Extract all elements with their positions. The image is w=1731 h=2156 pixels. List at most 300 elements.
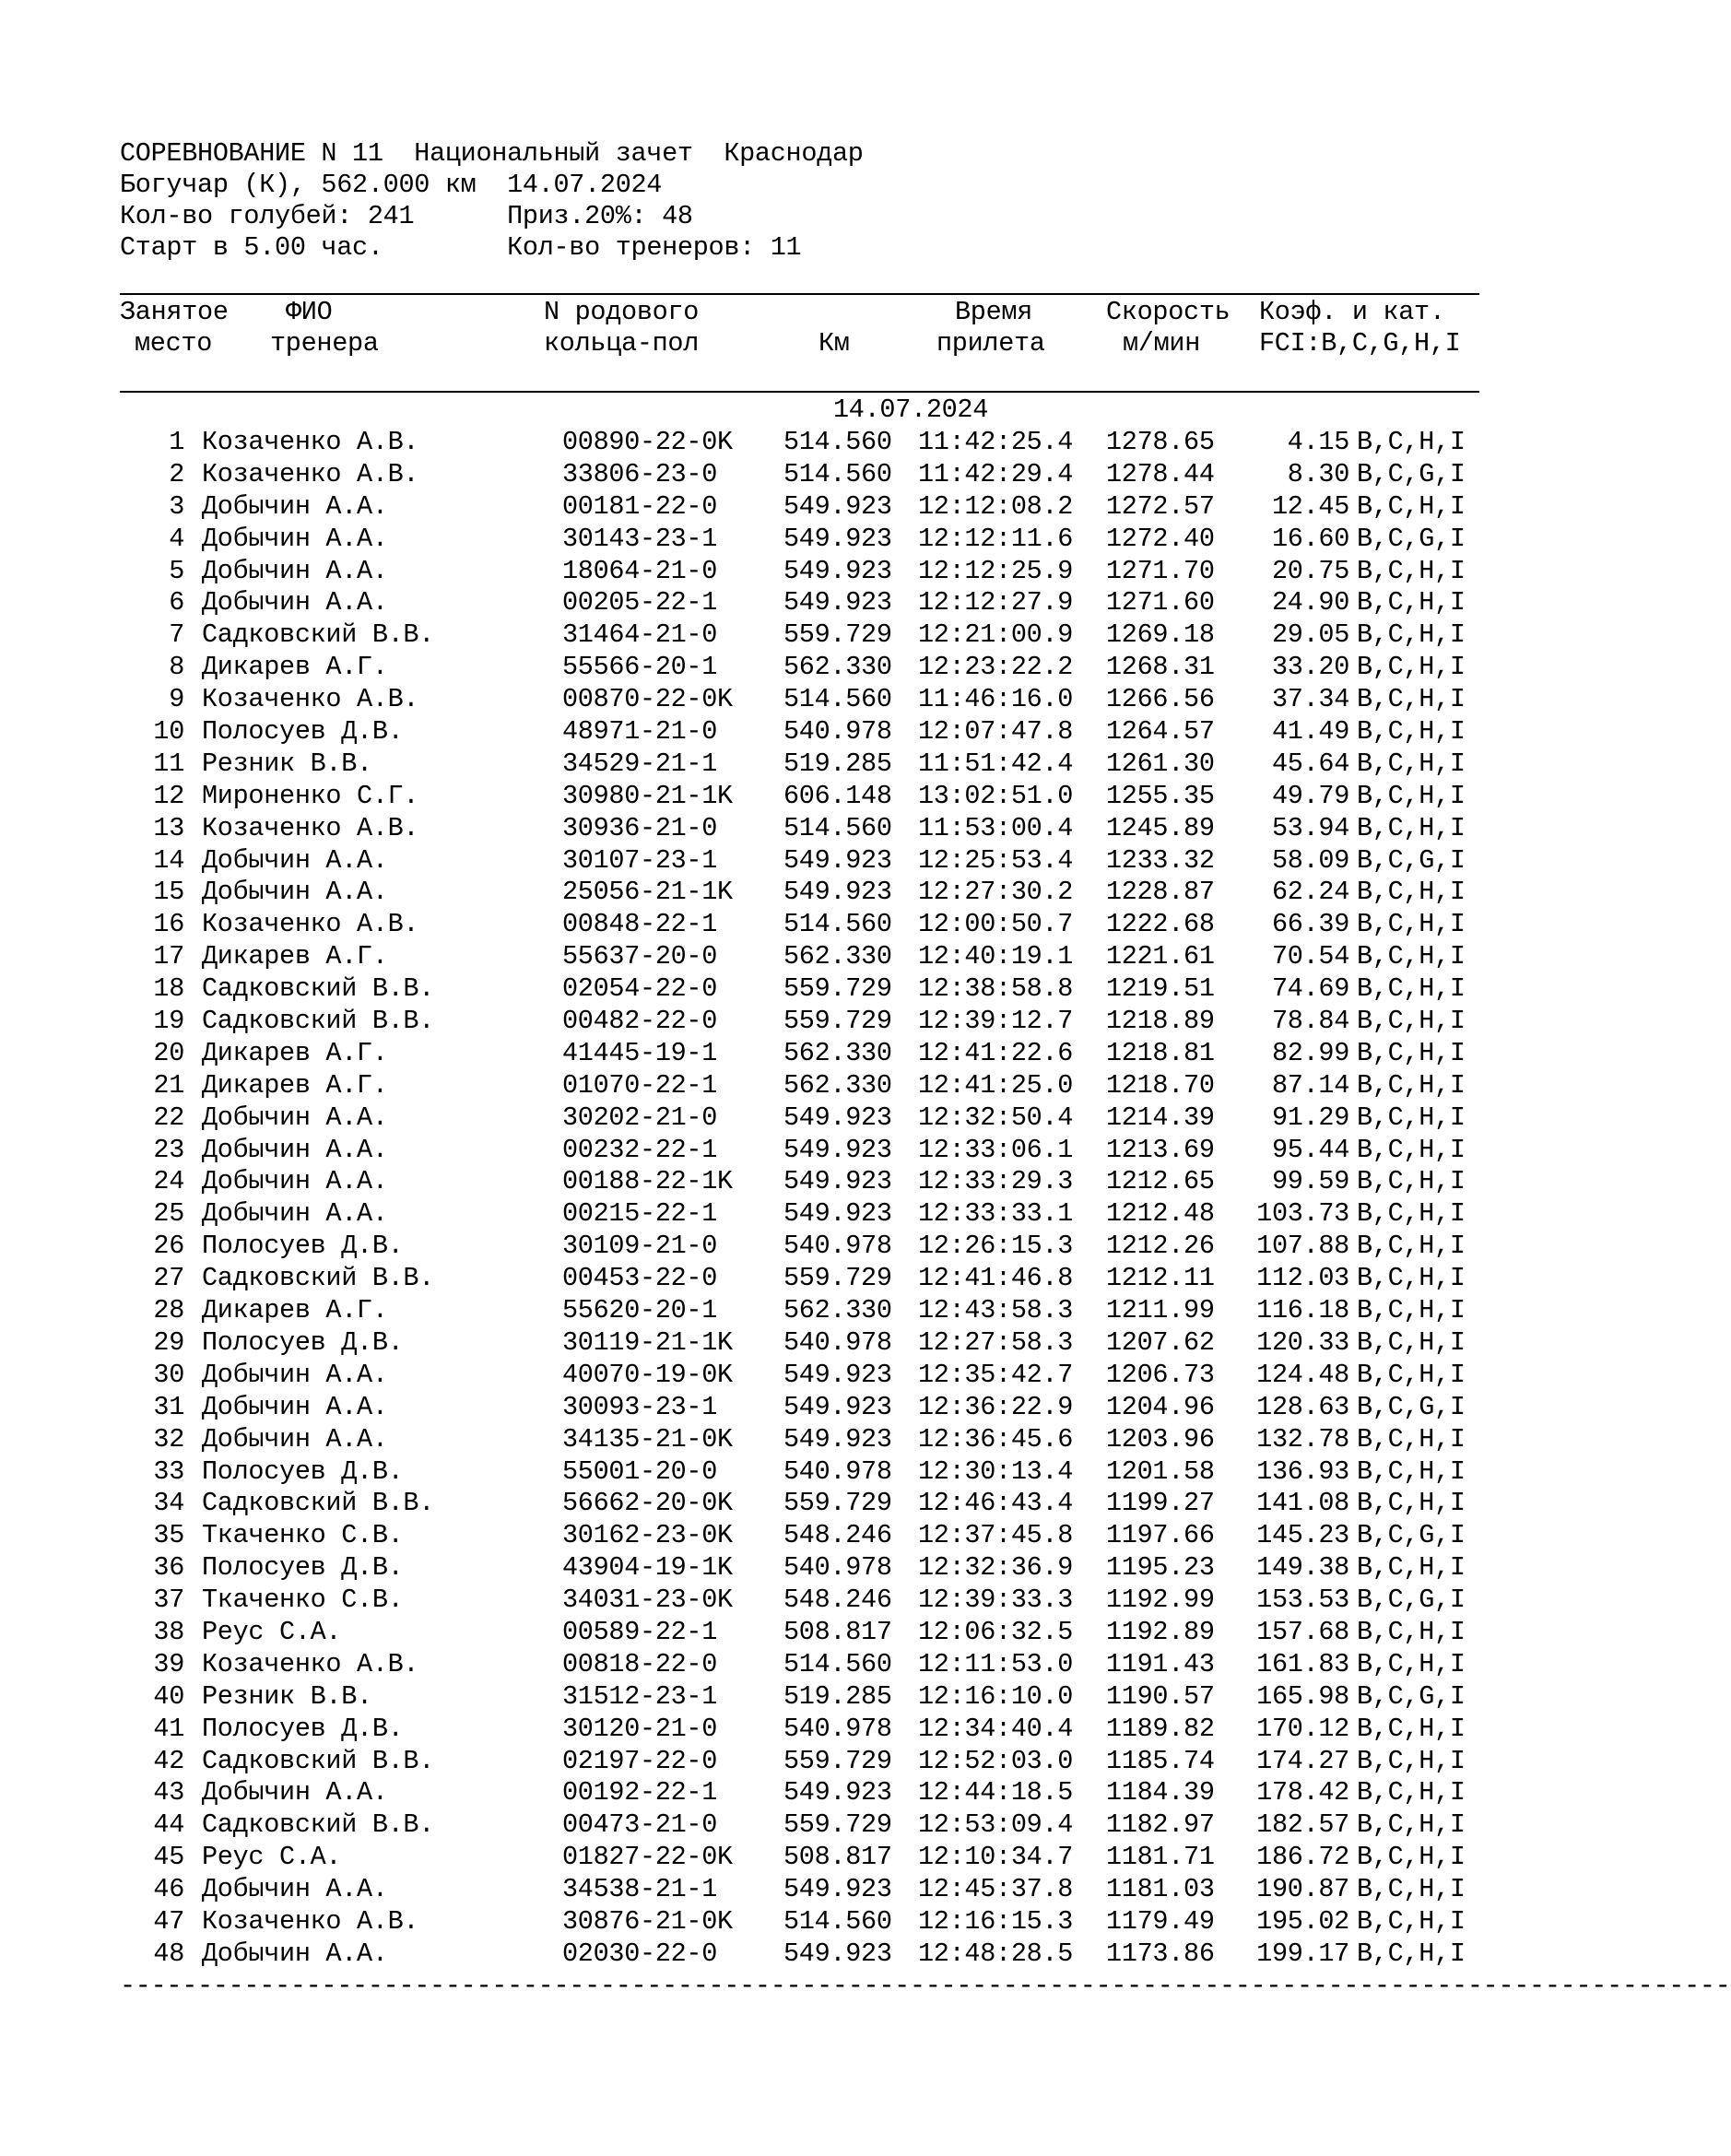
trainer-name-cell: Дикарев А.Г.: [202, 652, 388, 683]
category-cell: B,C,H,I: [1357, 1874, 1466, 1905]
place-cell: 40: [153, 1680, 184, 1712]
distance-cell: 548.246: [783, 1520, 892, 1551]
table-row: [0, 1198, 1525, 1231]
speed-cell: 1272.40: [1106, 523, 1215, 554]
distance-cell: 540.978: [783, 716, 892, 748]
distance-cell: 559.729: [783, 1006, 892, 1037]
place-cell: 5: [169, 555, 184, 586]
ring-number-cell: 02054-22-0: [562, 973, 718, 1005]
trainer-count: Кол-во тренеров: 11: [507, 232, 802, 263]
coefficient-cell: 82.99: [1271, 1037, 1349, 1068]
distance-cell: 549.923: [783, 877, 892, 908]
ring-number-cell: 25056-21-1K: [562, 877, 733, 908]
table-row: [0, 716, 1525, 748]
speed-cell: 1245.89: [1106, 812, 1215, 843]
category-cell: B,C,G,I: [1357, 1391, 1466, 1422]
arrival-time-cell: 13:02:51.0: [918, 780, 1074, 811]
category-cell: B,C,H,I: [1357, 780, 1466, 811]
arrival-time-cell: 12:41:22.6: [918, 1037, 1074, 1068]
place-cell: 19: [153, 1006, 184, 1037]
top-rule: [120, 293, 1479, 295]
coefficient-cell: 24.90: [1271, 587, 1349, 619]
speed-cell: 1182.97: [1106, 1809, 1215, 1841]
speed-cell: 1222.68: [1106, 909, 1215, 940]
speed-cell: 1195.23: [1106, 1552, 1215, 1584]
col-ring-head-2: кольца-пол: [544, 328, 700, 359]
coefficient-cell: 195.02: [1256, 1905, 1349, 1937]
trainer-name-cell: Резник В.В.: [202, 748, 372, 779]
coefficient-cell: 157.68: [1256, 1616, 1349, 1647]
category-cell: B,C,G,I: [1357, 1520, 1466, 1551]
speed-cell: 1221.61: [1106, 941, 1215, 972]
place-cell: 3: [169, 490, 184, 522]
place-cell: 39: [153, 1648, 184, 1679]
col-time-head-1: Время: [955, 297, 1033, 327]
ring-number-cell: 55637-20-0: [562, 941, 718, 972]
arrival-time-cell: 12:36:22.9: [918, 1391, 1074, 1422]
arrival-time-cell: 12:41:46.8: [918, 1263, 1074, 1294]
table-row: [0, 1520, 1525, 1552]
coefficient-cell: 190.87: [1256, 1874, 1349, 1905]
arrival-time-cell: 12:32:50.4: [918, 1102, 1074, 1133]
speed-cell: 1228.87: [1106, 877, 1215, 908]
distance-cell: 514.560: [783, 458, 892, 489]
arrival-time-cell: 12:43:58.3: [918, 1295, 1074, 1326]
trainer-name-cell: Реус С.А.: [202, 1842, 342, 1873]
category-cell: B,C,H,I: [1357, 1231, 1466, 1262]
coefficient-cell: 16.60: [1271, 523, 1349, 554]
speed-cell: 1269.18: [1106, 619, 1215, 651]
place-cell: 48: [153, 1938, 184, 1969]
arrival-time-cell: 12:10:34.7: [918, 1842, 1074, 1873]
trainer-name-cell: Садковский В.В.: [202, 1745, 435, 1776]
place-cell: 34: [153, 1488, 184, 1519]
ring-number-cell: 30980-21-1K: [562, 780, 733, 811]
trainer-name-cell: Дикарев А.Г.: [202, 1037, 388, 1068]
table-row: [0, 1295, 1525, 1327]
ring-number-cell: 31464-21-0: [562, 619, 718, 651]
trainer-name-cell: Козаченко А.В.: [202, 909, 419, 940]
speed-cell: 1212.26: [1106, 1231, 1215, 1262]
category-cell: B,C,H,I: [1357, 1905, 1466, 1937]
coefficient-cell: 149.38: [1256, 1552, 1349, 1584]
trainer-name-cell: Садковский В.В.: [202, 1488, 435, 1519]
distance-cell: 549.923: [783, 1102, 892, 1133]
trainer-name-cell: Резник В.В.: [202, 1680, 372, 1712]
place-cell: 6: [169, 587, 184, 619]
trainer-name-cell: Мироненко С.Г.: [202, 780, 419, 811]
category-cell: B,C,H,I: [1357, 1745, 1466, 1776]
trainer-name-cell: Полосуев Д.В.: [202, 1552, 404, 1584]
trainer-name-cell: Добычин А.А.: [202, 1874, 388, 1905]
speed-cell: 1197.66: [1106, 1520, 1215, 1551]
trainer-name-cell: Добычин А.А.: [202, 844, 388, 876]
table-row: [0, 1327, 1525, 1360]
table-row: [0, 1649, 1525, 1681]
table-row: [0, 1424, 1525, 1456]
trainer-name-cell: Полосуев Д.В.: [202, 1231, 404, 1262]
ring-number-cell: 02197-22-0: [562, 1745, 718, 1776]
table-row: [0, 1906, 1525, 1938]
table-row: [0, 909, 1525, 941]
table-row: [0, 1102, 1525, 1135]
coefficient-cell: 78.84: [1271, 1006, 1349, 1037]
competition-date: 14.07.2024: [507, 170, 663, 200]
arrival-time-cell: 11:51:42.4: [918, 748, 1074, 779]
trainer-name-cell: Добычин А.А.: [202, 1359, 388, 1390]
results-table: [0, 427, 1525, 1971]
category-cell: B,C,G,I: [1357, 458, 1466, 489]
ring-number-cell: 00192-22-1: [562, 1777, 718, 1808]
ring-number-cell: 00473-21-0: [562, 1809, 718, 1841]
col-speed-head-1: Скорость: [1106, 297, 1231, 327]
speed-cell: 1185.74: [1106, 1745, 1215, 1776]
coefficient-cell: 178.42: [1256, 1777, 1349, 1808]
table-row: [0, 459, 1525, 491]
trainer-name-cell: Полосуев Д.В.: [202, 1455, 404, 1487]
ring-number-cell: 30162-23-0K: [562, 1520, 733, 1551]
trainer-name-cell: Дикарев А.Г.: [202, 1069, 388, 1101]
category-cell: B,C,H,I: [1357, 684, 1466, 715]
trainer-name-cell: Садковский В.В.: [202, 1263, 435, 1294]
ring-number-cell: 48971-21-0: [562, 716, 718, 748]
category-cell: B,C,H,I: [1357, 1488, 1466, 1519]
arrival-time-cell: 12:33:33.1: [918, 1198, 1074, 1230]
table-row: [0, 1488, 1525, 1520]
coefficient-cell: 199.17: [1256, 1938, 1349, 1969]
coefficient-cell: 70.54: [1271, 941, 1349, 972]
table-row: [0, 1842, 1525, 1874]
speed-cell: 1266.56: [1106, 684, 1215, 715]
speed-cell: 1213.69: [1106, 1134, 1215, 1165]
trainer-name-cell: Добычин А.А.: [202, 1777, 388, 1808]
category-cell: B,C,H,I: [1357, 1938, 1466, 1969]
coefficient-cell: 165.98: [1256, 1680, 1349, 1712]
speed-cell: 1268.31: [1106, 652, 1215, 683]
col-name-head-1: ФИО: [286, 297, 333, 327]
header-line-4: [120, 232, 801, 264]
trainer-name-cell: Добычин А.А.: [202, 490, 388, 522]
table-row: [0, 1070, 1525, 1102]
category-cell: B,C,H,I: [1357, 555, 1466, 586]
col-place-head-2: место: [135, 328, 213, 359]
col-coef-head-1: Коэф. и кат.: [1259, 297, 1445, 327]
place-cell: 35: [153, 1520, 184, 1551]
release-point: Богучар (К), 562.000 км: [120, 170, 477, 200]
arrival-time-cell: 12:45:37.8: [918, 1874, 1074, 1905]
place-cell: 17: [153, 941, 184, 972]
table-row: [0, 556, 1525, 588]
table-row: [0, 748, 1525, 781]
coefficient-cell: 20.75: [1271, 555, 1349, 586]
pigeon-count: Кол-во голубей: 241: [120, 201, 415, 231]
ring-number-cell: 31512-23-1: [562, 1680, 718, 1712]
category-cell: B,C,H,I: [1357, 1455, 1466, 1487]
trainer-name-cell: Ткаченко С.В.: [202, 1585, 404, 1616]
coefficient-cell: 182.57: [1256, 1809, 1349, 1841]
table-row: [0, 1166, 1525, 1198]
table-row: [0, 1392, 1525, 1424]
distance-cell: 549.923: [783, 1938, 892, 1969]
place-cell: 2: [169, 458, 184, 489]
arrival-time-cell: 12:40:19.1: [918, 941, 1074, 972]
table-row: [0, 1360, 1525, 1392]
category-cell: B,C,H,I: [1357, 1842, 1466, 1873]
category-cell: B,C,H,I: [1357, 973, 1466, 1005]
category-cell: B,C,H,I: [1357, 812, 1466, 843]
category-cell: B,C,G,I: [1357, 844, 1466, 876]
category-cell: B,C,H,I: [1357, 1326, 1466, 1358]
arrival-time-cell: 12:00:50.7: [918, 909, 1074, 940]
category-cell: B,C,H,I: [1357, 1134, 1466, 1165]
ring-number-cell: 01827-22-0K: [562, 1842, 733, 1873]
arrival-time-cell: 12:46:43.4: [918, 1488, 1074, 1519]
coefficient-cell: 136.93: [1256, 1455, 1349, 1487]
arrival-time-cell: 12:23:22.2: [918, 652, 1074, 683]
place-cell: 37: [153, 1585, 184, 1616]
distance-cell: 514.560: [783, 684, 892, 715]
place-cell: 42: [153, 1745, 184, 1776]
trainer-name-cell: Добычин А.А.: [202, 587, 388, 619]
col-speed-head-2: м/мин: [1123, 328, 1201, 359]
ring-number-cell: 30119-21-1K: [562, 1326, 733, 1358]
table-row: [0, 1038, 1525, 1070]
table-row: [0, 1263, 1525, 1295]
ring-number-cell: 30936-21-0: [562, 812, 718, 843]
place-cell: 7: [169, 619, 184, 651]
coefficient-cell: 37.34: [1271, 684, 1349, 715]
distance-cell: 519.285: [783, 1680, 892, 1712]
speed-cell: 1173.86: [1106, 1938, 1215, 1969]
coefficient-cell: 99.59: [1271, 1166, 1349, 1197]
arrival-time-cell: 11:42:29.4: [918, 458, 1074, 489]
coefficient-cell: 128.63: [1256, 1391, 1349, 1422]
category-cell: B,C,H,I: [1357, 1359, 1466, 1390]
coefficient-cell: 91.29: [1271, 1102, 1349, 1133]
table-row: [0, 1938, 1525, 1971]
table-row: [0, 1552, 1525, 1585]
speed-cell: 1218.81: [1106, 1037, 1215, 1068]
speed-cell: 1218.89: [1106, 1006, 1215, 1037]
trainer-name-cell: Добычин А.А.: [202, 1423, 388, 1455]
coefficient-cell: 174.27: [1256, 1745, 1349, 1776]
ring-number-cell: 00215-22-1: [562, 1198, 718, 1230]
category-cell: B,C,H,I: [1357, 1198, 1466, 1230]
ring-number-cell: 30093-23-1: [562, 1391, 718, 1422]
place-cell: 25: [153, 1198, 184, 1230]
arrival-time-cell: 12:41:25.0: [918, 1069, 1074, 1101]
coefficient-cell: 153.53: [1256, 1585, 1349, 1616]
competition-number: СОРЕВНОВАНИЕ N 11: [120, 138, 383, 169]
speed-cell: 1255.35: [1106, 780, 1215, 811]
category-cell: B,C,H,I: [1357, 941, 1466, 972]
table-row: [0, 1809, 1525, 1842]
col-km-head: Км: [818, 328, 850, 359]
category-cell: B,C,H,I: [1357, 1263, 1466, 1294]
trainer-name-cell: Садковский В.В.: [202, 1809, 435, 1841]
distance-cell: 549.923: [783, 1777, 892, 1808]
arrival-time-cell: 12:12:08.2: [918, 490, 1074, 522]
distance-cell: 549.923: [783, 587, 892, 619]
category-cell: B,C,H,I: [1357, 427, 1466, 457]
category-cell: B,C,H,I: [1357, 1069, 1466, 1101]
trainer-name-cell: Козаченко А.В.: [202, 812, 419, 843]
ring-number-cell: 55566-20-1: [562, 652, 718, 683]
coefficient-cell: 33.20: [1271, 652, 1349, 683]
distance-cell: 549.923: [783, 1134, 892, 1165]
prize-count: Приз.20%: 48: [507, 201, 693, 231]
trainer-name-cell: Ткаченко С.В.: [202, 1520, 404, 1551]
place-cell: 18: [153, 973, 184, 1005]
arrival-time-cell: 11:53:00.4: [918, 812, 1074, 843]
trainer-name-cell: Дикарев А.Г.: [202, 1295, 388, 1326]
place-cell: 45: [153, 1842, 184, 1873]
trainer-name-cell: Садковский В.В.: [202, 619, 435, 651]
category-cell: B,C,H,I: [1357, 619, 1466, 651]
header-bottom-rule: [120, 391, 1479, 393]
table-row: [0, 845, 1525, 878]
place-cell: 33: [153, 1455, 184, 1487]
place-cell: 28: [153, 1295, 184, 1326]
table-row: [0, 1231, 1525, 1263]
place-cell: 31: [153, 1391, 184, 1422]
arrival-time-cell: 12:44:18.5: [918, 1777, 1074, 1808]
distance-cell: 562.330: [783, 941, 892, 972]
ring-number-cell: 41445-19-1: [562, 1037, 718, 1068]
distance-cell: 548.246: [783, 1585, 892, 1616]
header-line-3: [120, 201, 693, 232]
place-cell: 36: [153, 1552, 184, 1584]
ring-number-cell: 34529-21-1: [562, 748, 718, 779]
category-cell: B,C,H,I: [1357, 652, 1466, 683]
coefficient-cell: 58.09: [1271, 844, 1349, 876]
coefficient-cell: 29.05: [1271, 619, 1349, 651]
speed-cell: 1181.03: [1106, 1874, 1215, 1905]
arrival-time-cell: 12:39:33.3: [918, 1585, 1074, 1616]
distance-cell: 508.817: [783, 1616, 892, 1647]
category-cell: B,C,H,I: [1357, 1295, 1466, 1326]
ring-number-cell: 30107-23-1: [562, 844, 718, 876]
arrival-time-cell: 11:42:25.4: [918, 427, 1074, 457]
category-cell: B,C,H,I: [1357, 716, 1466, 748]
trainer-name-cell: Козаченко А.В.: [202, 1905, 419, 1937]
distance-cell: 549.923: [783, 1359, 892, 1390]
distance-cell: 540.978: [783, 1231, 892, 1262]
ring-number-cell: 00870-22-0K: [562, 684, 733, 715]
speed-cell: 1264.57: [1106, 716, 1215, 748]
trainer-name-cell: Козаченко А.В.: [202, 1648, 419, 1679]
place-cell: 30: [153, 1359, 184, 1390]
coefficient-cell: 132.78: [1256, 1423, 1349, 1455]
trainer-name-cell: Добычин А.А.: [202, 523, 388, 554]
arrival-time-cell: 12:21:00.9: [918, 619, 1074, 651]
speed-cell: 1212.48: [1106, 1198, 1215, 1230]
col-ring-head-1: N родового: [544, 297, 700, 327]
category-cell: B,C,H,I: [1357, 490, 1466, 522]
speed-cell: 1192.99: [1106, 1585, 1215, 1616]
ring-number-cell: 33806-23-0: [562, 458, 718, 489]
speed-cell: 1233.32: [1106, 844, 1215, 876]
table-row: [0, 684, 1525, 716]
speed-cell: 1211.99: [1106, 1295, 1215, 1326]
place-cell: 1: [169, 427, 184, 457]
speed-cell: 1203.96: [1106, 1423, 1215, 1455]
table-row: [0, 524, 1525, 556]
table-row: [0, 1585, 1525, 1617]
trainer-name-cell: Добычин А.А.: [202, 877, 388, 908]
arrival-time-cell: 12:12:11.6: [918, 523, 1074, 554]
place-cell: 14: [153, 844, 184, 876]
arrival-time-cell: 12:30:13.4: [918, 1455, 1074, 1487]
speed-cell: 1207.62: [1106, 1326, 1215, 1358]
distance-cell: 540.978: [783, 1455, 892, 1487]
distance-cell: 559.729: [783, 1488, 892, 1519]
trainer-name-cell: Добычин А.А.: [202, 1102, 388, 1133]
ring-number-cell: 56662-20-0K: [562, 1488, 733, 1519]
coefficient-cell: 4.15: [1287, 427, 1349, 457]
arrival-time-cell: 12:16:15.3: [918, 1905, 1074, 1937]
distance-cell: 562.330: [783, 652, 892, 683]
trainer-name-cell: Козаченко А.В.: [202, 684, 419, 715]
arrival-time-cell: 12:16:10.0: [918, 1680, 1074, 1712]
table-row: [0, 973, 1525, 1006]
ring-number-cell: 30143-23-1: [562, 523, 718, 554]
table-row: [0, 587, 1525, 619]
col-place-head-1: Занятое: [120, 297, 229, 327]
category-cell: B,C,G,I: [1357, 523, 1466, 554]
speed-cell: 1184.39: [1106, 1777, 1215, 1808]
coefficient-cell: 53.94: [1271, 812, 1349, 843]
table-row: [0, 427, 1525, 459]
ring-number-cell: 34135-21-0K: [562, 1423, 733, 1455]
header-line-1: [120, 138, 864, 170]
speed-cell: 1212.65: [1106, 1166, 1215, 1197]
speed-cell: 1192.89: [1106, 1616, 1215, 1647]
ring-number-cell: 30876-21-0K: [562, 1905, 733, 1937]
place-cell: 21: [153, 1069, 184, 1101]
trainer-name-cell: Садковский В.В.: [202, 1006, 435, 1037]
speed-cell: 1201.58: [1106, 1455, 1215, 1487]
place-cell: 12: [153, 780, 184, 811]
category-cell: B,C,H,I: [1357, 909, 1466, 940]
coefficient-cell: 112.03: [1256, 1263, 1349, 1294]
place-cell: 16: [153, 909, 184, 940]
header-line-2: [120, 170, 662, 201]
ring-number-cell: 00205-22-1: [562, 587, 718, 619]
trainer-name-cell: Полосуев Д.В.: [202, 716, 404, 748]
table-row: [0, 813, 1525, 845]
coefficient-cell: 170.12: [1256, 1713, 1349, 1744]
ring-number-cell: 00890-22-0K: [562, 427, 733, 457]
distance-cell: 540.978: [783, 1326, 892, 1358]
place-cell: 20: [153, 1037, 184, 1068]
coefficient-cell: 8.30: [1287, 458, 1349, 489]
distance-cell: 549.923: [783, 1198, 892, 1230]
distance-cell: 549.923: [783, 555, 892, 586]
ring-number-cell: 00818-22-0: [562, 1648, 718, 1679]
speed-cell: 1219.51: [1106, 973, 1215, 1005]
table-row: [0, 877, 1525, 909]
ring-number-cell: 55001-20-0: [562, 1455, 718, 1487]
ring-number-cell: 00482-22-0: [562, 1006, 718, 1037]
speed-cell: 1181.71: [1106, 1842, 1215, 1873]
distance-cell: 514.560: [783, 1648, 892, 1679]
arrival-time-cell: 12:34:40.4: [918, 1713, 1074, 1744]
coefficient-cell: 12.45: [1271, 490, 1349, 522]
trainer-name-cell: Садковский В.В.: [202, 973, 435, 1005]
start-time: Старт в 5.00 час.: [120, 232, 383, 263]
category-cell: B,C,H,I: [1357, 1809, 1466, 1841]
